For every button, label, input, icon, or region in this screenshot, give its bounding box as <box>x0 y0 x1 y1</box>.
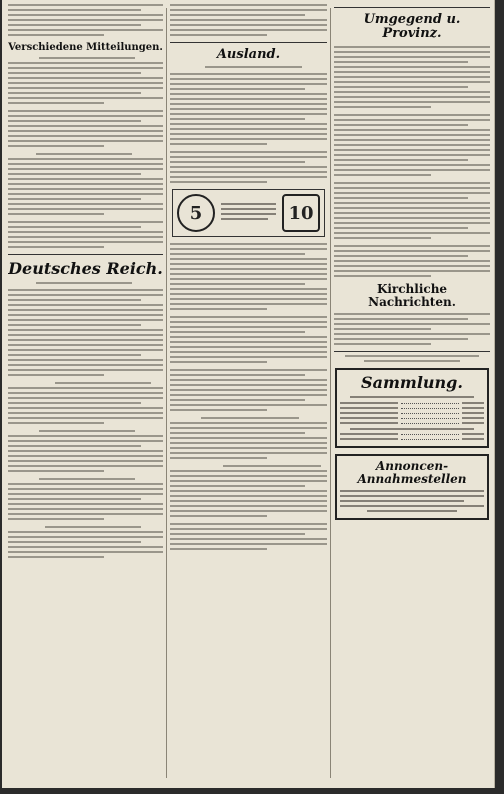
article-block <box>8 110 163 147</box>
article-block <box>334 114 490 176</box>
section-title: Umgegend u. Provinz. <box>363 12 461 42</box>
section-rule <box>334 351 490 352</box>
article-block <box>334 245 490 277</box>
article-block <box>170 243 327 310</box>
article-block <box>170 151 327 183</box>
column-left <box>8 4 163 782</box>
article-block <box>8 478 163 520</box>
column-divider <box>166 8 167 778</box>
article-block <box>170 369 327 411</box>
article-block <box>8 4 163 36</box>
list-item <box>340 402 484 404</box>
list-item <box>340 422 484 424</box>
article-block <box>8 430 163 472</box>
column-divider <box>330 8 331 778</box>
article-block <box>334 182 490 239</box>
church-notices <box>334 313 490 345</box>
article-block <box>170 465 327 517</box>
list-item <box>340 407 484 409</box>
section-title: Kirchliche Nachrichten. <box>368 281 456 309</box>
section-title: Ausland. <box>216 47 281 62</box>
article-block <box>170 4 327 36</box>
article-block <box>8 57 163 104</box>
article-block <box>8 526 163 558</box>
section-heading: Verschiedene Mitteilungen. <box>8 42 163 53</box>
article-block <box>8 289 163 376</box>
collection-title: Sammlung. <box>361 372 463 392</box>
advertisement-text <box>221 203 276 223</box>
column-middle <box>170 4 327 782</box>
section-rule <box>334 7 490 8</box>
section-rule <box>8 254 163 255</box>
list-item <box>340 433 484 435</box>
article-block <box>8 153 163 215</box>
article-block <box>8 221 163 248</box>
stamp-icon: 10 <box>282 194 320 232</box>
list-item <box>340 438 484 440</box>
section-rule <box>170 42 327 43</box>
stamp-advertisement <box>172 189 325 237</box>
ad-acceptance-box <box>335 454 489 520</box>
newspaper-page <box>2 0 495 788</box>
ad-acceptance-title: Annoncen-Annahmestellen <box>357 458 467 486</box>
section-title: Deutsches Reich. <box>8 259 163 278</box>
article-block <box>170 316 327 363</box>
article-block <box>170 417 327 459</box>
column-right <box>334 4 490 782</box>
stamp-icon: 5 <box>177 194 215 232</box>
article-block <box>170 73 327 145</box>
article-block <box>334 46 490 108</box>
article-block <box>170 523 327 550</box>
list-item <box>340 417 484 419</box>
article-block <box>8 382 163 424</box>
list-item <box>340 412 484 414</box>
notice-block <box>334 355 490 362</box>
collection-box <box>335 368 489 448</box>
